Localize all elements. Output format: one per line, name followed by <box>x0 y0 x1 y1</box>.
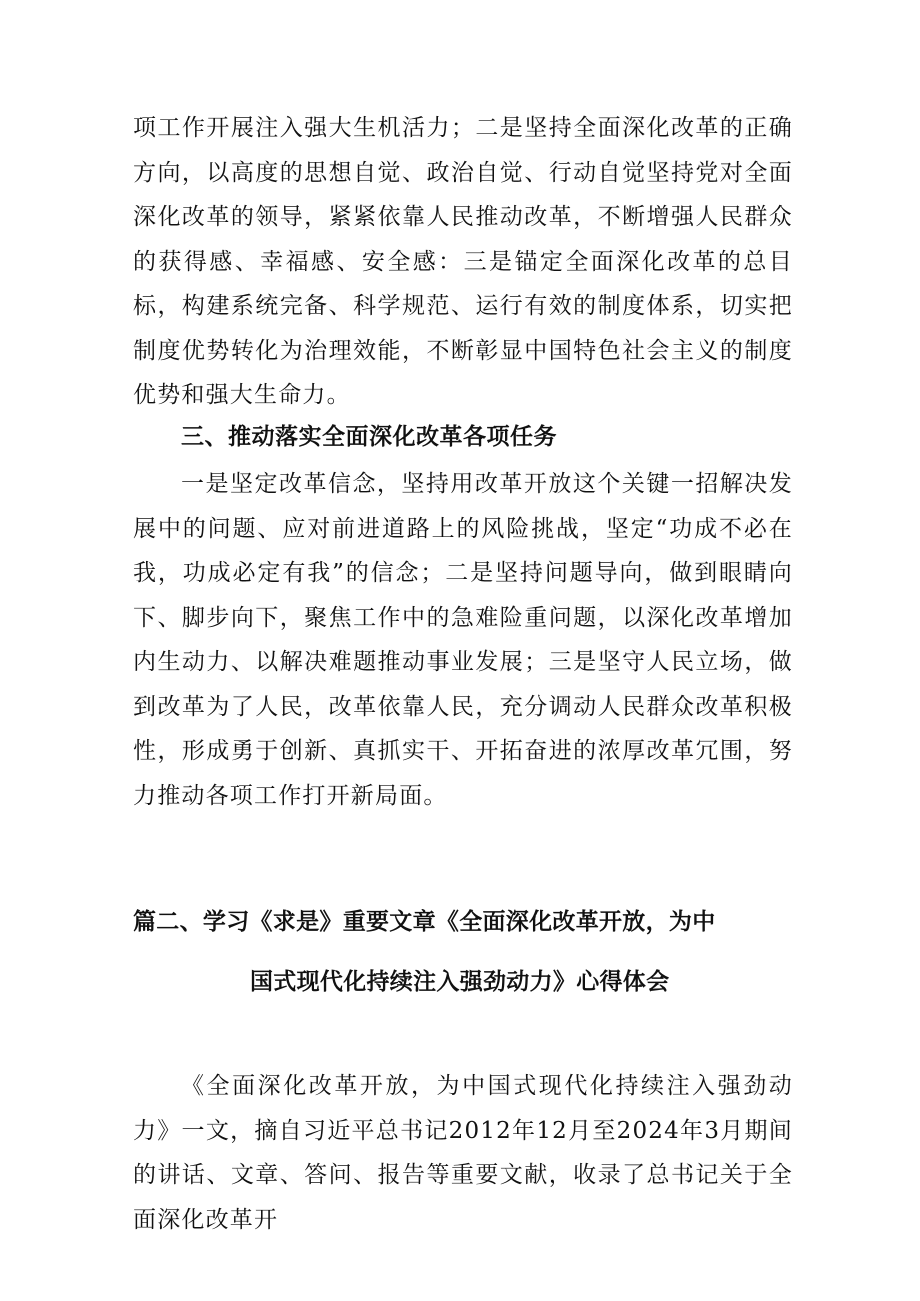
paragraph-continuation: 项工作开展注入强大生机活力；二是坚持全面深化改革的正确方向，以高度的思想自觉、政治自觉、行动自觉坚持党对全面深化改革的领导，紧紧依靠人民推动改革，不断增强人民群众的获得感、幸福感、安全感：三是锚定全面深化改革的总目标，构建系统完备、科学规范、运行有效的制度体系，切实把制度优势转化为治理效能，不断彰显中国特色社会主义的制度优势和强大生命力。 <box>133 115 793 408</box>
article-title-line-1: 篇二、学习《求是》重要文章《全面深化改革开放，为中 <box>133 909 716 935</box>
paragraph-article-intro: 《全面深化改革开放，为中国式现代化持续注入强劲动力》一文，摘自习近平总书记2012年12月至2024年3月期间的讲话、文章、答问、报告等重要文献，收录了总书记关于全面深化改革开 <box>133 1073 793 1233</box>
article-title-line-2: 国式现代化持续注入强劲动力》心得体会 <box>250 969 670 995</box>
paragraph-section-3: 一是坚定改革信念，坚持用改革开放这个关键一招解决发展中的问题、应对前进道路上的风险挑战，坚定“功成不必在我，功成必定有我”的信念；二是坚持问题导向，做到眼睛向下、脚步向下，聚焦工作中的急难险重问题，以深化改革增加内生动力、以解决难题推动事业发展；三是坚守人民立场，做到改革为了人民，改革依靠人民，充分调动人民群众改革积极性，形成勇于创新、真抓实干、开拓奋进的浓厚改革冗围，努力推动各项工作打开新局面。 <box>133 471 793 809</box>
section-heading-3: 三、推动落实全面深化改革各项任务 <box>181 424 557 450</box>
